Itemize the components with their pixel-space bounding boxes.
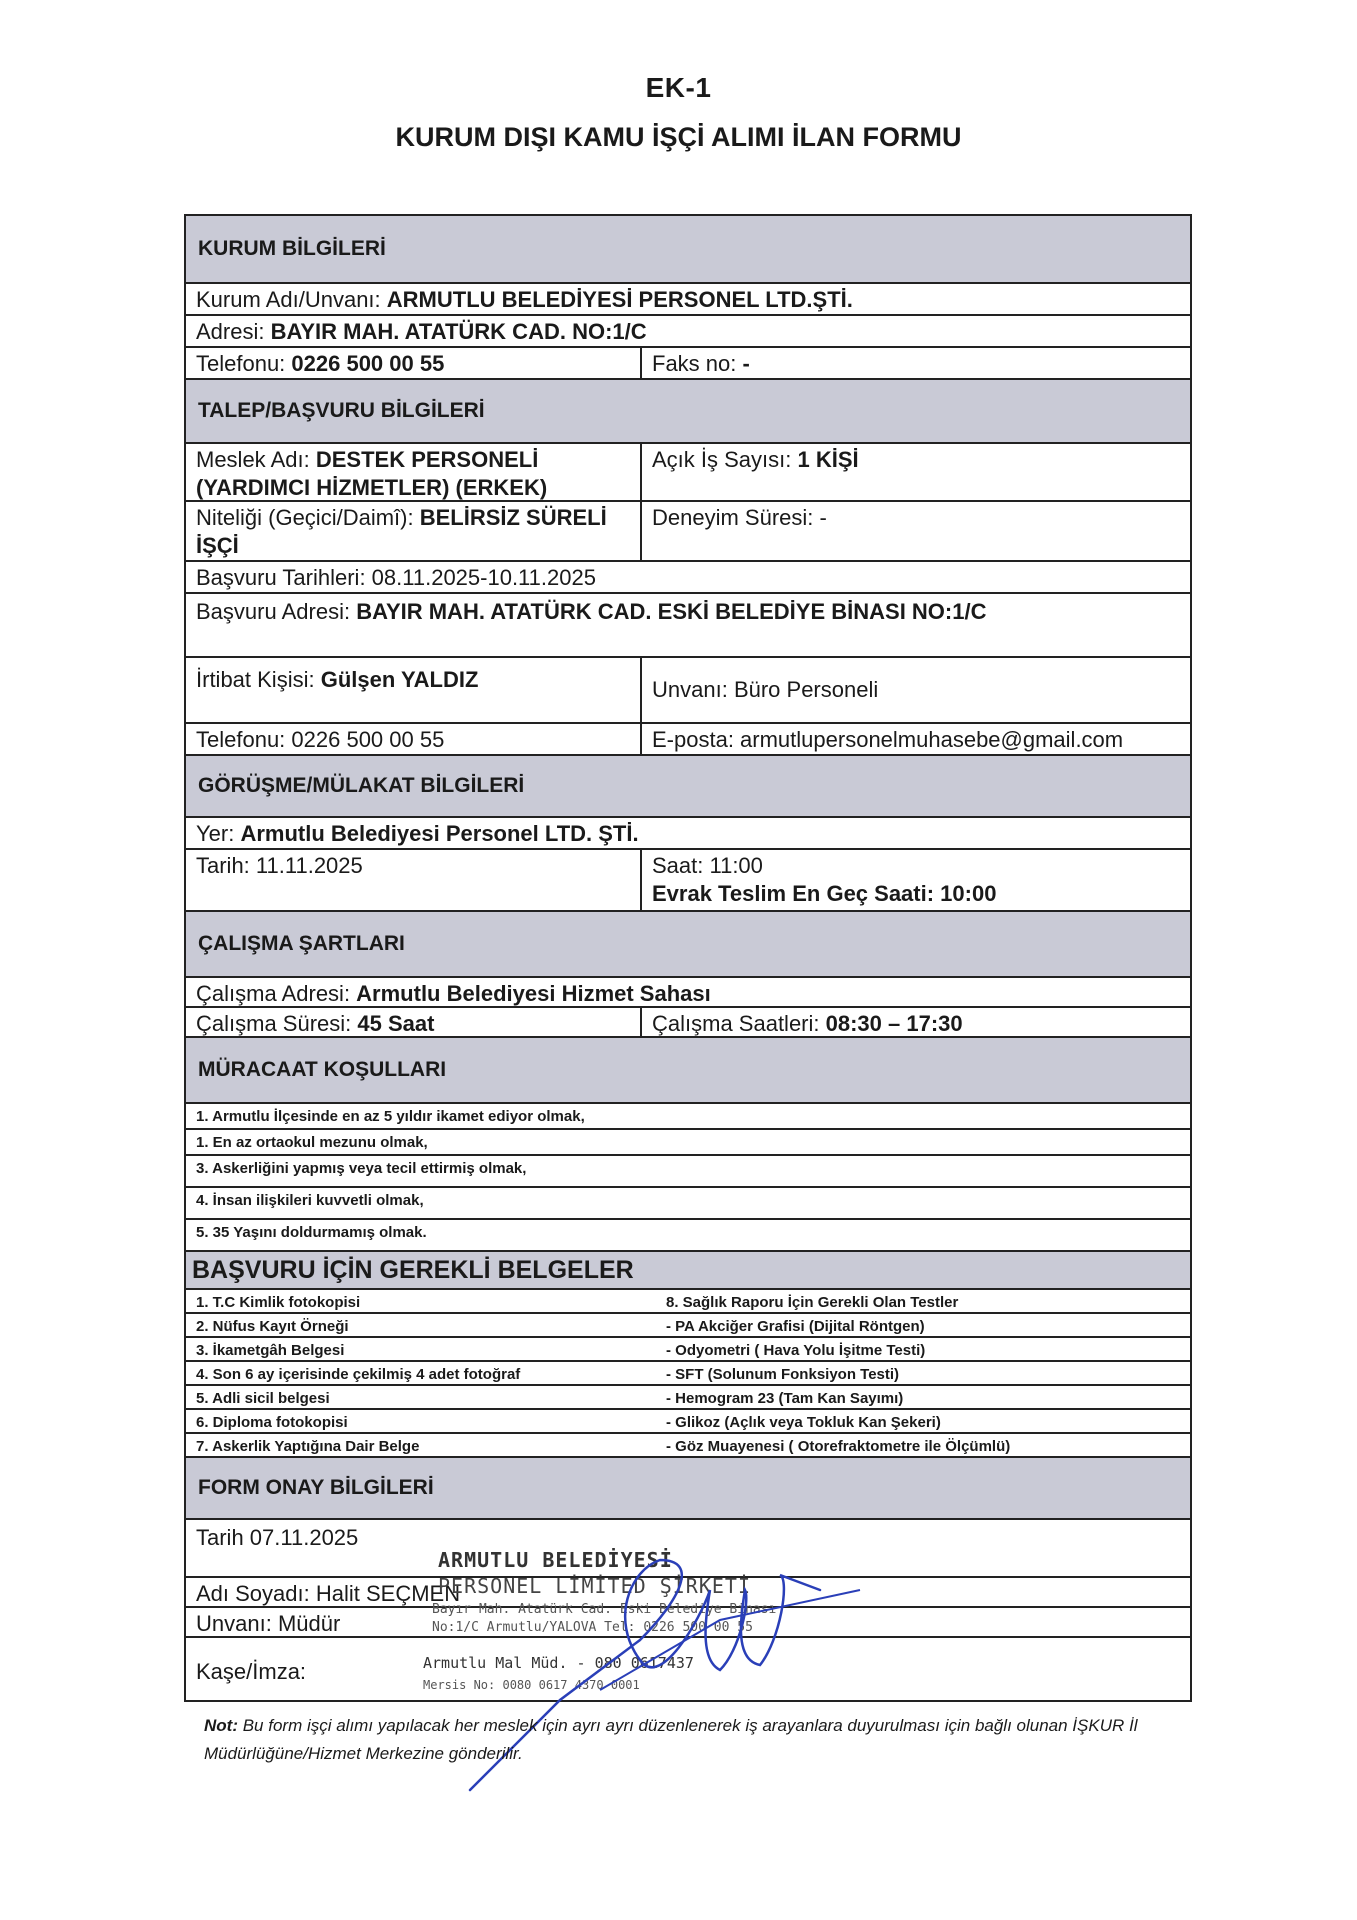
row-basvuru-adresi [184, 592, 1192, 656]
label: Faks no: [652, 351, 743, 376]
section-talep-header [184, 378, 1192, 442]
application-dates: 08.11.2025-10.11.2025 [371, 565, 596, 590]
label: Unvanı: [652, 677, 734, 702]
document-deadline: 10:00 [940, 881, 997, 906]
approval-date: Tarih 07.11.2025 [196, 1525, 359, 1550]
institution-fax: - [742, 351, 750, 376]
health-test-item: - Göz Muayenesi ( Otorefraktometre ile Ölçümlü) [666, 1438, 1011, 1455]
contact-title: Büro Personeli [733, 677, 879, 702]
label: Başvuru Adresi: [196, 599, 357, 624]
health-test-item: - PA Akciğer Grafisi (Dijital Röntgen) [666, 1318, 925, 1335]
contact-email[interactable]: armutlupersonelmuhasebe@gmail.com [740, 727, 1124, 752]
document-item: 4. Son 6 ay içerisinde çekilmiş 4 adet fotoğraf [196, 1366, 521, 1383]
requirement-text: 1. En az ortaokul mezunu olmak, [196, 1134, 428, 1151]
row-kurum-name [184, 282, 1192, 314]
stamp-line: ARMUTLU BELEDİYESİ [438, 1548, 673, 1572]
document-row [184, 1336, 1192, 1360]
work-hours: 08:30 – 17:30 [825, 1011, 963, 1036]
label: Çalışma Süresi: [196, 1011, 358, 1036]
document-item: 1. T.C Kimlik fotokopisi [196, 1294, 361, 1311]
contact-phone: 0226 500 00 55 [291, 727, 445, 752]
row-calisma-adresi [184, 976, 1192, 1006]
requirement-text: 3. Askerliğini yapmış veya tecil ettirmiş olmak, [196, 1160, 527, 1177]
document-item: 5. Adli sicil belgesi [196, 1390, 330, 1407]
requirement-item [184, 1102, 1192, 1128]
health-test-item: - Glikoz (Açlık veya Tokluk Kan Şekeri) [666, 1414, 941, 1431]
document-row [184, 1312, 1192, 1336]
interview-location: Armutlu Belediyesi Personel LTD. ŞTİ. [240, 821, 639, 846]
document-row [184, 1360, 1192, 1384]
label: İrtibat Kişisi: [196, 667, 321, 692]
label: Adı Soyadı: [196, 1581, 316, 1606]
row-basvuru-tarihleri [184, 560, 1192, 592]
section-belgeler-header [184, 1250, 1192, 1288]
label: Açık İş Sayısı: [652, 447, 798, 472]
section-title: FORM ONAY BİLGİLERİ [198, 1476, 434, 1499]
announcement-form [184, 214, 1192, 1702]
stamp-line: No:1/C Armutlu/YALOVA Tel: 0226 500 00 55 [432, 1620, 753, 1635]
label: Telefonu: [196, 727, 292, 752]
document-row [184, 1432, 1192, 1456]
row-kurum-phone [184, 346, 1192, 378]
open-positions: 1 KİŞİ [797, 447, 859, 472]
section-title: TALEP/BAŞVURU BİLGİLERİ [198, 399, 485, 422]
label: Deneyim Süresi: [652, 505, 820, 530]
approver-name: Halit SEÇMEN [315, 1581, 461, 1606]
requirement-text: 4. İnsan ilişkileri kuvvetli olmak, [196, 1192, 424, 1209]
document-row [184, 1288, 1192, 1312]
institution-phone: 0226 500 00 55 [291, 351, 445, 376]
requirement-text: 5. 35 Yaşını doldurmamış olmak. [196, 1224, 427, 1241]
institution-name: ARMUTLU BELEDİYESİ PERSONEL LTD.ŞTİ. [386, 287, 853, 312]
row-calisma-sure [184, 1006, 1192, 1036]
stamp-signature-label: Kaşe/İmza: [196, 1659, 307, 1684]
institution-address: BAYIR MAH. ATATÜRK CAD. NO:1/C [270, 319, 647, 344]
row-irtibat [184, 656, 1192, 722]
label: Çalışma Saatleri: [652, 1011, 826, 1036]
requirement-item [184, 1154, 1192, 1186]
health-test-item: - SFT (Solunum Fonksiyon Testi) [666, 1366, 900, 1383]
section-title: MÜRACAAT KOŞULLARI [198, 1058, 447, 1081]
section-muracaat-header [184, 1036, 1192, 1102]
footer-note [204, 1712, 1184, 1768]
annex-label: EK-1 [645, 72, 712, 103]
row-tarih-saat [184, 848, 1192, 910]
label: Niteliği (Geçici/Daimî): [196, 505, 420, 530]
health-test-item: - Hemogram 23 (Tam Kan Sayımı) [666, 1390, 904, 1407]
document-row [184, 1408, 1192, 1432]
label: Başvuru Tarihleri: [196, 565, 372, 590]
document-item: 3. İkametgâh Belgesi [196, 1342, 345, 1359]
occupation-name: DESTEK PERSONELİ (YARDIMCI HİZMETLER) (ERKEK) [196, 447, 548, 500]
interview-time: 11:00 [709, 853, 763, 878]
label: Kurum Adı/Unvanı: [196, 287, 387, 312]
stamp-line: PERSONEL LİMİTED ŞİRKETİ [438, 1574, 751, 1598]
interview-date: 11.11.2025 [255, 853, 363, 878]
experience-duration: - [819, 505, 827, 530]
row-iletisim [184, 722, 1192, 754]
section-title: ÇALIŞMA ŞARTLARI [198, 932, 405, 955]
label: Tarih: [196, 853, 256, 878]
document-item: 7. Askerlik Yaptığına Dair Belge [196, 1438, 420, 1455]
requirement-item [184, 1186, 1192, 1218]
note-label: Not: [204, 1716, 238, 1735]
approver-title: Müdür [277, 1611, 341, 1636]
work-address: Armutlu Belediyesi Hizmet Sahası [356, 981, 711, 1006]
note-text: Bu form işçi alımı yapılacak her meslek için ayrı ayrı düzenlenerek iş arayanlara duyurulması için bağlı olunan İŞKUR İl Müdürlüğüne/Hizmet Merkezine gönderilir. [204, 1716, 1138, 1763]
health-test-item: - Odyometri ( Hava Yolu İşitme Testi) [666, 1342, 926, 1359]
label: Adresi: [196, 319, 271, 344]
section-title: GÖRÜŞME/MÜLAKAT BİLGİLERİ [198, 774, 525, 797]
health-test-item: 8. Sağlık Raporu İçin Gerekli Olan Testler [666, 1294, 959, 1311]
stamp-line: Bayır Mah. Atatürk Cad. Eski Belediye Binası [432, 1602, 777, 1617]
section-calisma-header [184, 910, 1192, 976]
document-item: 6. Diploma fotokopisi [196, 1414, 348, 1431]
stamp-line: Armutlu Mal Müd. - 080 0617437 [423, 1654, 694, 1672]
form-title: KURUM DIŞI KAMU İŞÇİ ALIMI İLAN FORMU [395, 122, 962, 152]
row-meslek [184, 442, 1192, 500]
contact-person: Gülşen YALDIZ [320, 667, 479, 692]
section-gorusme-header [184, 754, 1192, 816]
document-header [0, 68, 1357, 158]
section-title: BAŞVURU İÇİN GEREKLİ BELGELER [192, 1255, 634, 1284]
row-onay-tarih [184, 1518, 1192, 1576]
label: Çalışma Adresi: [196, 981, 357, 1006]
label: Yer: [196, 821, 241, 846]
document-row [184, 1384, 1192, 1408]
document-item: 2. Nüfus Kayıt Örneği [196, 1318, 349, 1335]
row-kurum-address [184, 314, 1192, 346]
label: Telefonu: [196, 351, 292, 376]
section-title: KURUM BİLGİLERİ [198, 237, 386, 260]
label: E-posta: [652, 727, 741, 752]
label: Saat: [652, 853, 710, 878]
application-address: BAYIR MAH. ATATÜRK CAD. ESKİ BELEDİYE BİNASI NO:1/C [356, 599, 987, 624]
requirement-text: 1. Armutlu İlçesinde en az 5 yıldır ikamet ediyor olmak, [196, 1108, 585, 1125]
section-kurum-header [184, 214, 1192, 282]
employment-type: BELİRSİZ SÜRELİ İŞÇİ [196, 505, 607, 558]
requirement-item [184, 1128, 1192, 1154]
row-nitelik [184, 500, 1192, 560]
label: Evrak Teslim En Geç Saati: [652, 881, 941, 906]
section-onay-header [184, 1456, 1192, 1518]
weekly-hours: 45 Saat [357, 1011, 435, 1036]
row-yer [184, 816, 1192, 848]
label: Meslek Adı: [196, 447, 316, 472]
requirement-item [184, 1218, 1192, 1250]
label: Unvanı: [196, 1611, 278, 1636]
stamp-line: Mersis No: 0080 0617 4370 0001 [423, 1678, 640, 1692]
